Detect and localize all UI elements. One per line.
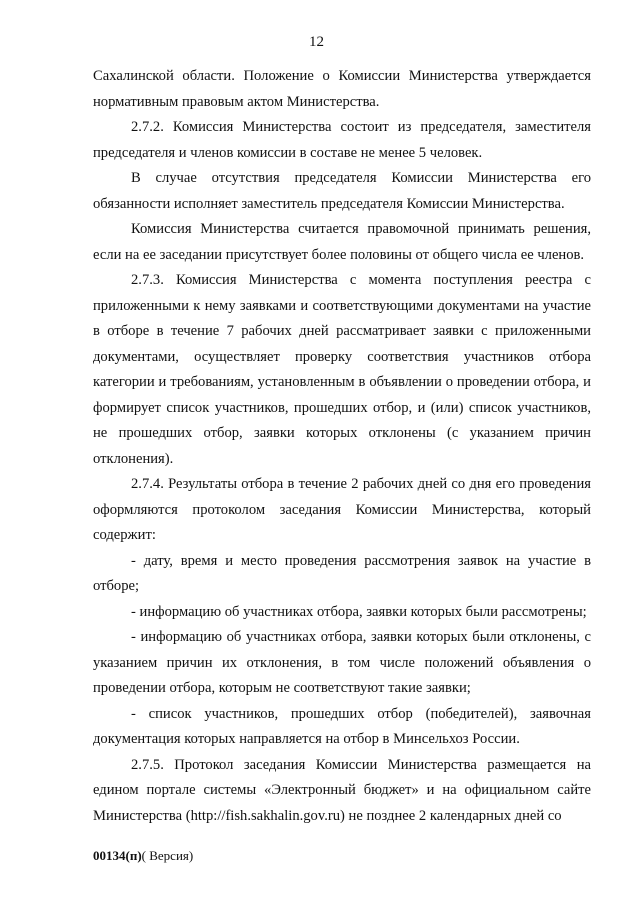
document-body	[93, 64, 591, 829]
list-item-winners: - список участников, прошедших отбор (победителей), заявочная документация которых направляется на отбор в Минсельхоз России.	[93, 705, 591, 747]
paragraph-quorum: Комиссия Министерства считается правомочной принимать решения, если на ее заседании присутствует более половины от общего числа ее членов.	[93, 221, 591, 263]
document-version: ( Версия)	[141, 848, 194, 863]
document-code: 00134(п)	[93, 848, 142, 863]
paragraph-continuation: Сахалинской области. Положение о Комиссии Министерства утверждается нормативным правовым актом Министерства.	[93, 68, 591, 110]
paragraph-2-7-4: 2.7.4. Результаты отбора в течение 2 рабочих дней со дня его проведения оформляются протоколом заседания Комиссии Министерства, который содержит:	[93, 476, 591, 543]
paragraph-chairman-absence: В случае отсутствия председателя Комиссии Министерства его обязанности исполняет заместитель председателя Комиссии Министерства.	[93, 170, 591, 212]
page-number: 12	[309, 34, 324, 50]
document-footer-code	[93, 848, 193, 864]
paragraph-2-7-5: 2.7.5. Протокол заседания Комиссии Министерства размещается на едином портале системы «Электронный бюджет» и на официальном сайте Министерства (http://fish.sakhalin.gov.ru) не позднее 2 календарных дней со	[93, 756, 591, 824]
list-item-date-time-place: - дату, время и место проведения рассмотрения заявок на участие в отборе;	[93, 552, 591, 594]
list-item-rejected-applications: - информацию об участниках отбора, заявки которых были отклонены, с указанием причин их отклонения, в том числе положений объявления о проведении отбора, которым не соответствуют такие заявки;	[93, 629, 591, 696]
paragraph-2-7-2: 2.7.2. Комиссия Министерства состоит из председателя, заместителя председателя и членов комиссии в составе не менее 5 человек.	[93, 119, 591, 161]
paragraph-2-7-3: 2.7.3. Комиссия Министерства с момента поступления реестра с приложенными к нему заявками и соответствующими документами на участие в отборе в течение 7 рабочих дней рассматривает заявки с приложенными документами, осуществляет проверку соответствия участников отбора категории и требованиям, установленным в объявлении о проведении отбора, и формирует список участников, прошедших отбор, и (или) список участников, не прошедших отбор, заявки которых отклонены (с указанием причин отклонения).	[93, 272, 591, 467]
list-item-reviewed-applications: - информацию об участниках отбора, заявки которых были рассмотрены;	[131, 603, 587, 620]
